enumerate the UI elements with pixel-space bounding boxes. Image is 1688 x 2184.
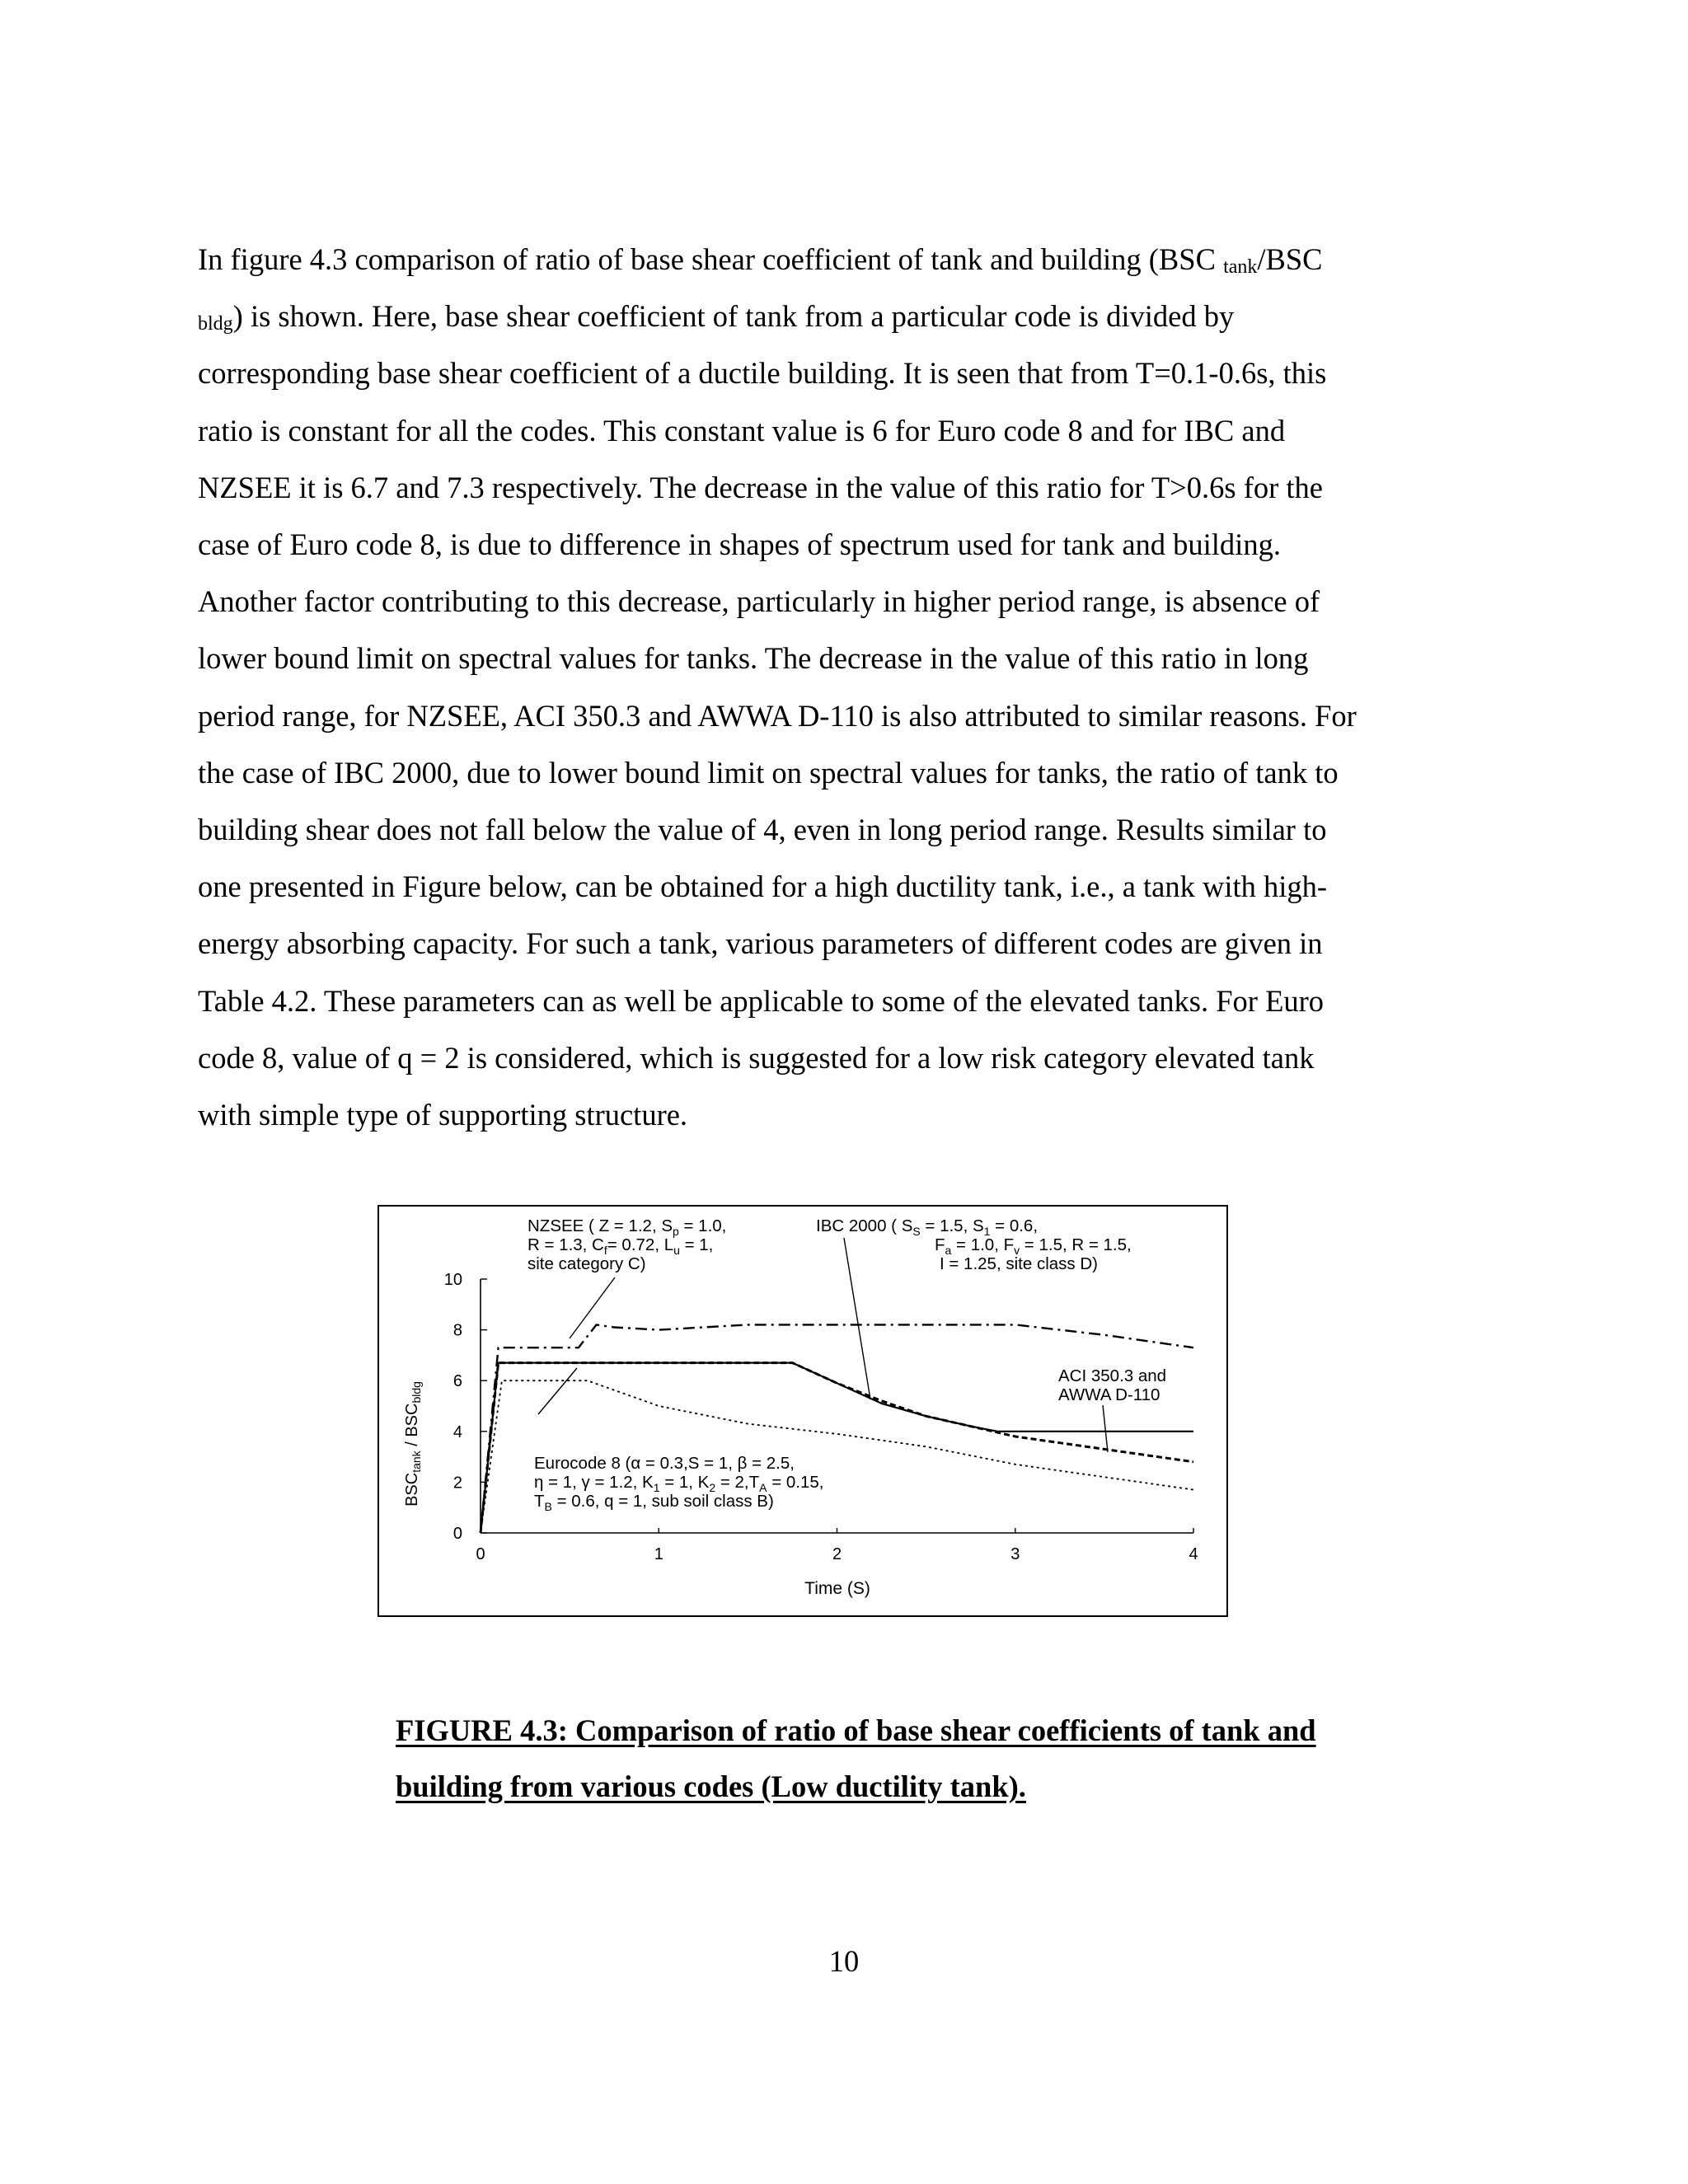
body-paragraph (198, 231, 1500, 1143)
figure-frame (378, 1206, 1227, 1616)
body-line: $_{bldg}$) is shown. Here, base shear coefficient of tank from a particular code is divided by (198, 299, 1235, 335)
x-tick-label: 3 (1010, 1545, 1020, 1563)
nzsee-annotation-line3: site category C) (528, 1254, 646, 1273)
x-tick-label: 0 (476, 1545, 485, 1563)
body-line: period range, for NZSEE, ACI 350.3 and AWWA D-110 is also attributed to similar reasons. For (198, 698, 1357, 733)
y-tick-label: 8 (452, 1321, 462, 1340)
body-line: lower bound limit on spectral values for tanks. The decrease in the value of this ratio in long (198, 641, 1309, 676)
body-line: Table 4.2. These parameters can as well be applicable to some of the elevated tanks. For Euro (198, 983, 1325, 1018)
chart-svg (377, 1205, 1228, 1617)
body-line: the case of IBC 2000, due to lower bound limit on spectral values for tanks, the ratio of tank to (198, 755, 1339, 790)
ibc-annotation-line2: $F_a = 1.0$, $F_v = 1.5$, R = 1.5, (935, 1235, 1132, 1257)
y-tick-label: 0 (452, 1525, 462, 1543)
y-tick-label: 2 (452, 1474, 462, 1493)
aci-annotation-line2: AWWA D-110 (1058, 1385, 1160, 1404)
figure-caption (396, 1703, 1467, 1815)
body-line: with simple type of supporting structure. (198, 1098, 688, 1132)
eurocode-annotation-line1: Eurocode 8 (α = 0.3,S = 1, β = 2.5, (534, 1454, 795, 1473)
y-tick-label: 4 (452, 1422, 462, 1441)
body-line: code 8, value of q = 2 is considered, which is suggested for a low risk category elevated tank (198, 1040, 1315, 1075)
caption-line: building from various codes (Low ductility tank). (396, 1769, 1026, 1803)
y-tick-label: 10 (443, 1271, 462, 1289)
body-line: In figure 4.3 comparison of ratio of base shear coefficient of tank and building (BSC $_{tank}$/BSC (198, 242, 1323, 278)
caption-line: FIGURE 4.3: Comparison of ratio of base shear coefficients of tank and (396, 1713, 1316, 1747)
eurocode-annotation-line2: η = 1, γ = 1.2, $K_1 = 1$, $K_2 = 2,T_A = 0.15$, (534, 1473, 824, 1494)
body-line: ratio is constant for all the codes. This constant value is 6 for Euro code 8 and for IBC and (198, 413, 1286, 448)
x-axis-label: Time (S) (804, 1579, 870, 1598)
body-line: Another factor contributing to this decrease, particularly in higher period range, is absence of (198, 584, 1320, 619)
body-line: NZSEE it is 6.7 and 7.3 respectively. The decrease in the value of this ratio for T>0.6s for the (198, 470, 1323, 504)
figure-chart (377, 1205, 1228, 1617)
body-line: case of Euro code 8, is due to difference in shapes of spectrum used for tank and building. (198, 527, 1281, 562)
body-line: corresponding base shear coefficient of a ductile building. It is seen that from T=0.1-0.6s, this (198, 356, 1327, 391)
ibc-annotation-line3: I = 1.25, site class D) (940, 1254, 1098, 1273)
x-tick-label: 2 (832, 1545, 842, 1563)
x-tick-label: 1 (654, 1545, 663, 1563)
page-number: 10 (828, 1944, 860, 1978)
body-line: one presented in Figure below, can be obtained for a high ductility tank, i.e., a tank with high- (198, 869, 1328, 904)
y-tick-label: 6 (452, 1372, 462, 1391)
nzsee-annotation-line2: R = 1.3, $C_f= 0.72$, $L_u = 1$, (528, 1235, 714, 1257)
eurocode-annotation-line3: $T_B = 0.6$, q = 1, sub soil class B) (534, 1492, 774, 1513)
body-line: building shear does not fall below the value of 4, even in long period range. Results similar to (198, 813, 1327, 847)
aci-annotation-line1: ACI 350.3 and (1058, 1366, 1167, 1385)
x-tick-label: 4 (1189, 1545, 1198, 1563)
body-line: energy absorbing capacity. For such a tank, various parameters of different codes are given in (198, 926, 1323, 961)
y-axis-label: $BSC_{tank} / BSC_{bldg}$ (403, 1381, 423, 1507)
ibc-annotation-line1: IBC 2000 ( $S_S = 1.5$, $S_1 = 0.6$, (816, 1216, 1039, 1238)
nzsee-annotation-line1: NZSEE ( Z = 1.2, $S_p = 1.0$, (528, 1216, 727, 1238)
